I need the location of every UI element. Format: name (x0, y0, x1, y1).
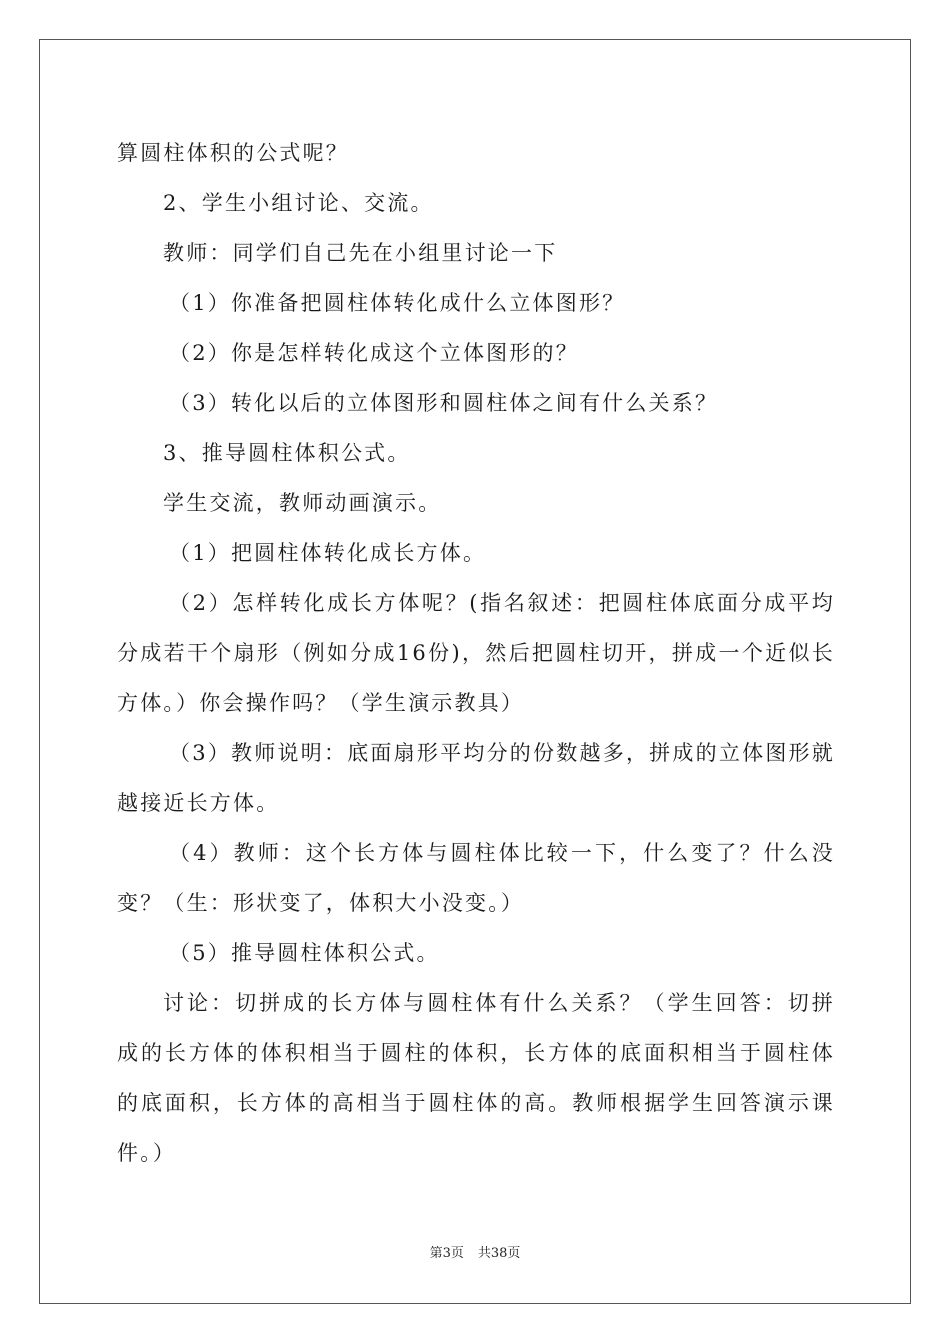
paragraph-6: （3）转化以后的立体图形和圆柱体之间有什么关系？ (169, 391, 719, 415)
paragraph-12: （4）教师：这个长方体与圆柱体比较一下，什么变了？什么没变？（生：形状变了，体积大小没变。） (117, 841, 835, 915)
paragraph-4: （1）你准备把圆柱体转化成什么立体图形？ (169, 291, 626, 315)
paragraph-5: （2）你是怎样转化成这个立体图形的？ (169, 341, 579, 365)
page-footer (0, 1242, 950, 1261)
paragraph-3: 教师：同学们自己先在小组里讨论一下 (163, 241, 558, 265)
page-total: 共38页 (477, 1246, 521, 1261)
paragraph-10: （2）怎样转化成长方体呢？(指名叙述：把圆柱体底面分成平均分成若干个扇形（例如分成16份)，然后把圆柱切开，拼成一个近似长方体。）你会操作吗？（学生演示教具） (117, 591, 835, 715)
paragraph-11: （3）教师说明：底面扇形平均分的份数越多，拼成的立体图形就越接近长方体。 (117, 741, 835, 815)
document-body (117, 128, 835, 1178)
paragraph-1: 算圆柱体积的公式呢？ (117, 141, 349, 165)
paragraph-9: （1）把圆柱体转化成长方体。 (169, 541, 487, 565)
page-number: 第3页 (429, 1246, 464, 1261)
paragraph-8: 学生交流，教师动画演示。 (163, 491, 442, 515)
paragraph-2: 2、学生小组讨论、交流。 (163, 191, 434, 215)
paragraph-14: 讨论：切拼成的长方体与圆柱体有什么关系？（学生回答：切拼成的长方体的体积相当于圆柱的体积，长方体的底面积相当于圆柱体的底面积，长方体的高相当于圆柱体的高。教师根据学生回答演示课件。） (117, 991, 835, 1165)
paragraph-7: 3、推导圆柱体积公式。 (163, 441, 411, 465)
paragraph-13: （5）推导圆柱体积公式。 (169, 941, 440, 965)
